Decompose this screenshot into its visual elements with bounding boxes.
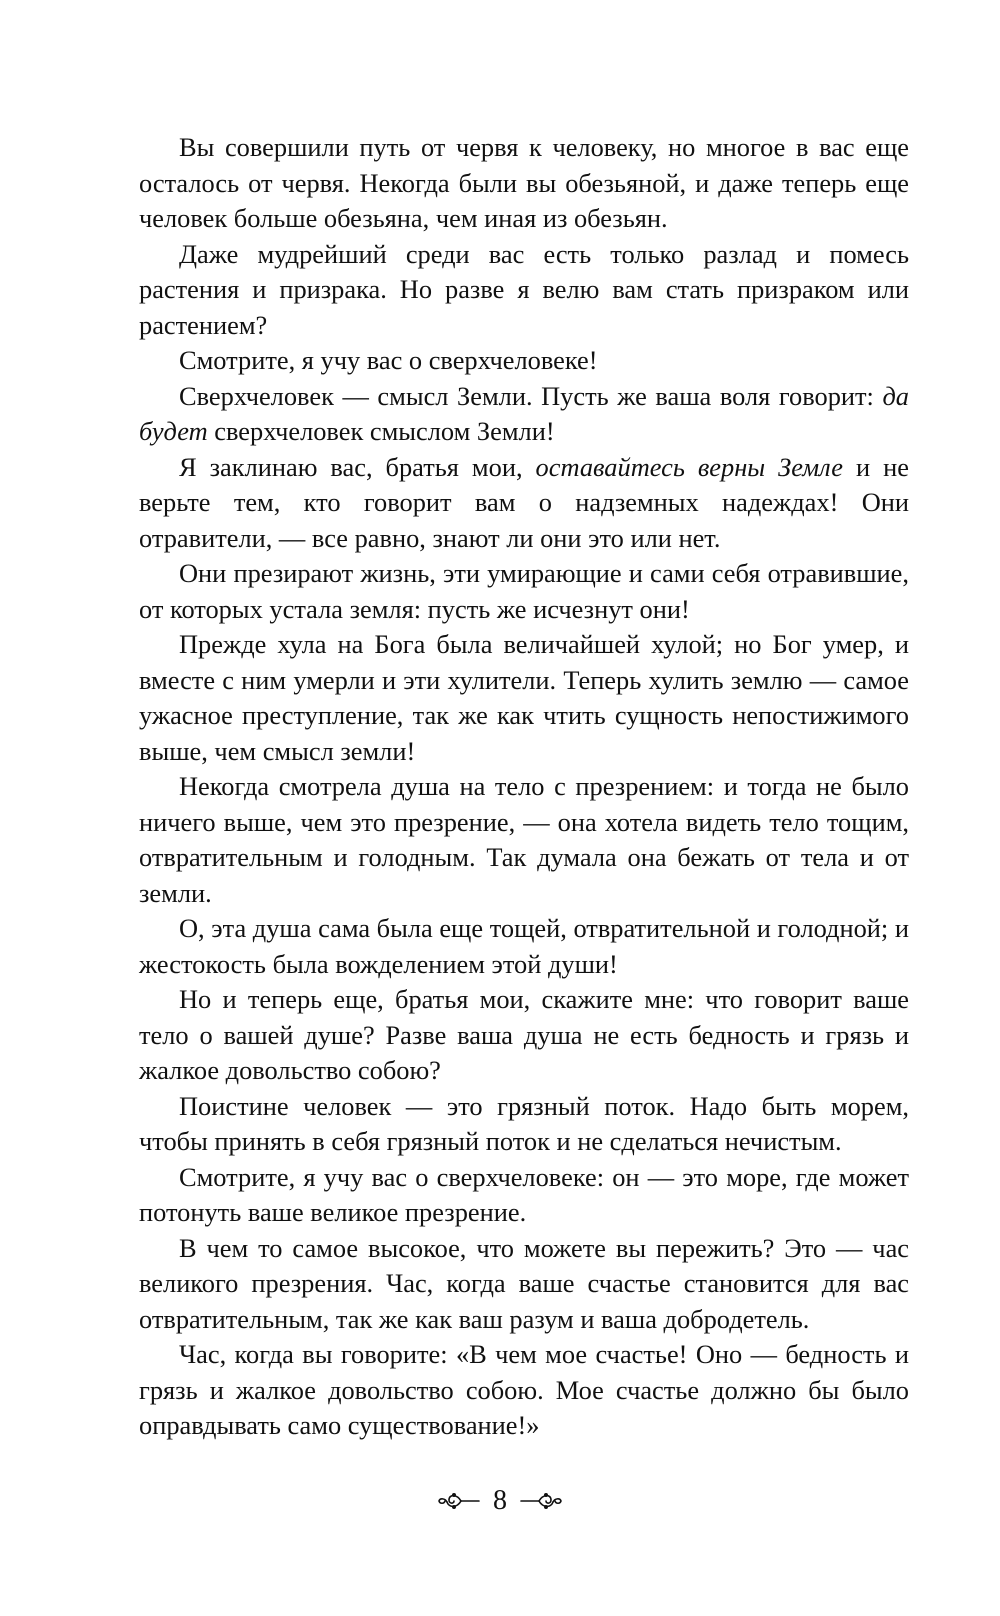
paragraph — [139, 556, 909, 627]
text-segment: Поистине человек — это грязный поток. Надо быть морем, чтобы принять в себя грязный поток и не сделаться нечистым. — [139, 1090, 909, 1156]
paragraph — [139, 769, 909, 911]
paragraph — [139, 450, 909, 557]
paragraph — [139, 627, 909, 769]
text-segment: Прежде хула на Бога была величайшей хулой; но Бог умер, и вместе с ним умерли и эти хулители. Теперь хулить землю — самое ужасное преступление, так же как чтить сущность непостижимого выше, чем смысл земли! — [139, 629, 909, 766]
body-text — [139, 130, 909, 1444]
paragraph — [139, 1337, 909, 1444]
text-segment: Но и теперь еще, братья мои, скажите мне: что говорит ваше тело о вашей душе? Разве ваша душа не есть бедность и грязь и жалкое довольство собою? — [139, 984, 909, 1085]
paragraph — [139, 982, 909, 1089]
text-segment: Час, когда вы говорите: «В чем мое счастье! Оно — бедность и грязь и жалкое довольство собою. Мое счастье должно бы было оправдывать само существование!» — [139, 1339, 909, 1440]
text-segment: Смотрите, я учу вас о сверхчеловеке: он — это море, где может потонуть ваше великое презрение. — [139, 1161, 909, 1227]
paragraph — [139, 343, 909, 379]
paragraph — [139, 1231, 909, 1338]
text-segment: Я заклинаю вас, братья мои, — [179, 451, 536, 482]
text-segment: сверхчеловек смыслом Земли! — [207, 416, 555, 446]
paragraph — [139, 130, 909, 237]
text-segment: Вы совершили путь от червя к человеку, но многое в вас еще осталось от червя. Некогда были вы обезьяной, и даже теперь еще человек больше обезьяна, чем иная из обезьян. — [139, 132, 909, 233]
text-segment: Они презирают жизнь, эти умирающие и сами себя отравившие, от которых устала земля: пусть же исчезнут они! — [139, 558, 909, 624]
fleuron-right-icon — [519, 1490, 565, 1512]
page-footer — [0, 1483, 1000, 1519]
text-segment: Некогда смотрела душа на тело с презрением: и тогда не было ничего выше, чем это презрение, — она хотела видеть тело тощим, отвратительным и голодным. Так думала она бежать от тела и от земли. — [139, 771, 909, 908]
text-segment: В чем то самое высокое, что можете вы пережить? Это — час великого презрения. Час, когда ваше счастье становится для вас отвратительным, так же как ваш разум и ваша добродетель. — [139, 1232, 909, 1334]
page-number: 8 — [493, 1485, 507, 1516]
italic-phrase: оставайтесь верны Земле — [535, 451, 844, 482]
text-segment: и не верьте тем, кто говорит вам о надземных надеждах! Они отравители, — все равно, знают ли они это или нет. — [139, 451, 909, 553]
paragraph — [139, 1160, 909, 1231]
paragraph — [139, 237, 909, 344]
fleuron-left-icon — [435, 1490, 481, 1512]
text-segment: Сверхчеловек — смысл Земли. Пусть же ваша воля говорит: — [179, 380, 883, 411]
text-segment: О, эта душа сама была еще тощей, отвратительной и голодной; и жестокость была вожделением этой души! — [139, 913, 909, 979]
text-segment: Даже мудрейший среди вас есть только разлад и помесь растения и призрака. Но разве я велю вам стать призраком или растением? — [139, 238, 909, 340]
paragraph — [139, 911, 909, 982]
paragraph — [139, 379, 909, 450]
italic-phrase: да будет — [139, 380, 909, 446]
text-segment: Смотрите, я учу вас о сверхчеловеке! — [179, 345, 598, 375]
paragraph — [139, 1089, 909, 1160]
